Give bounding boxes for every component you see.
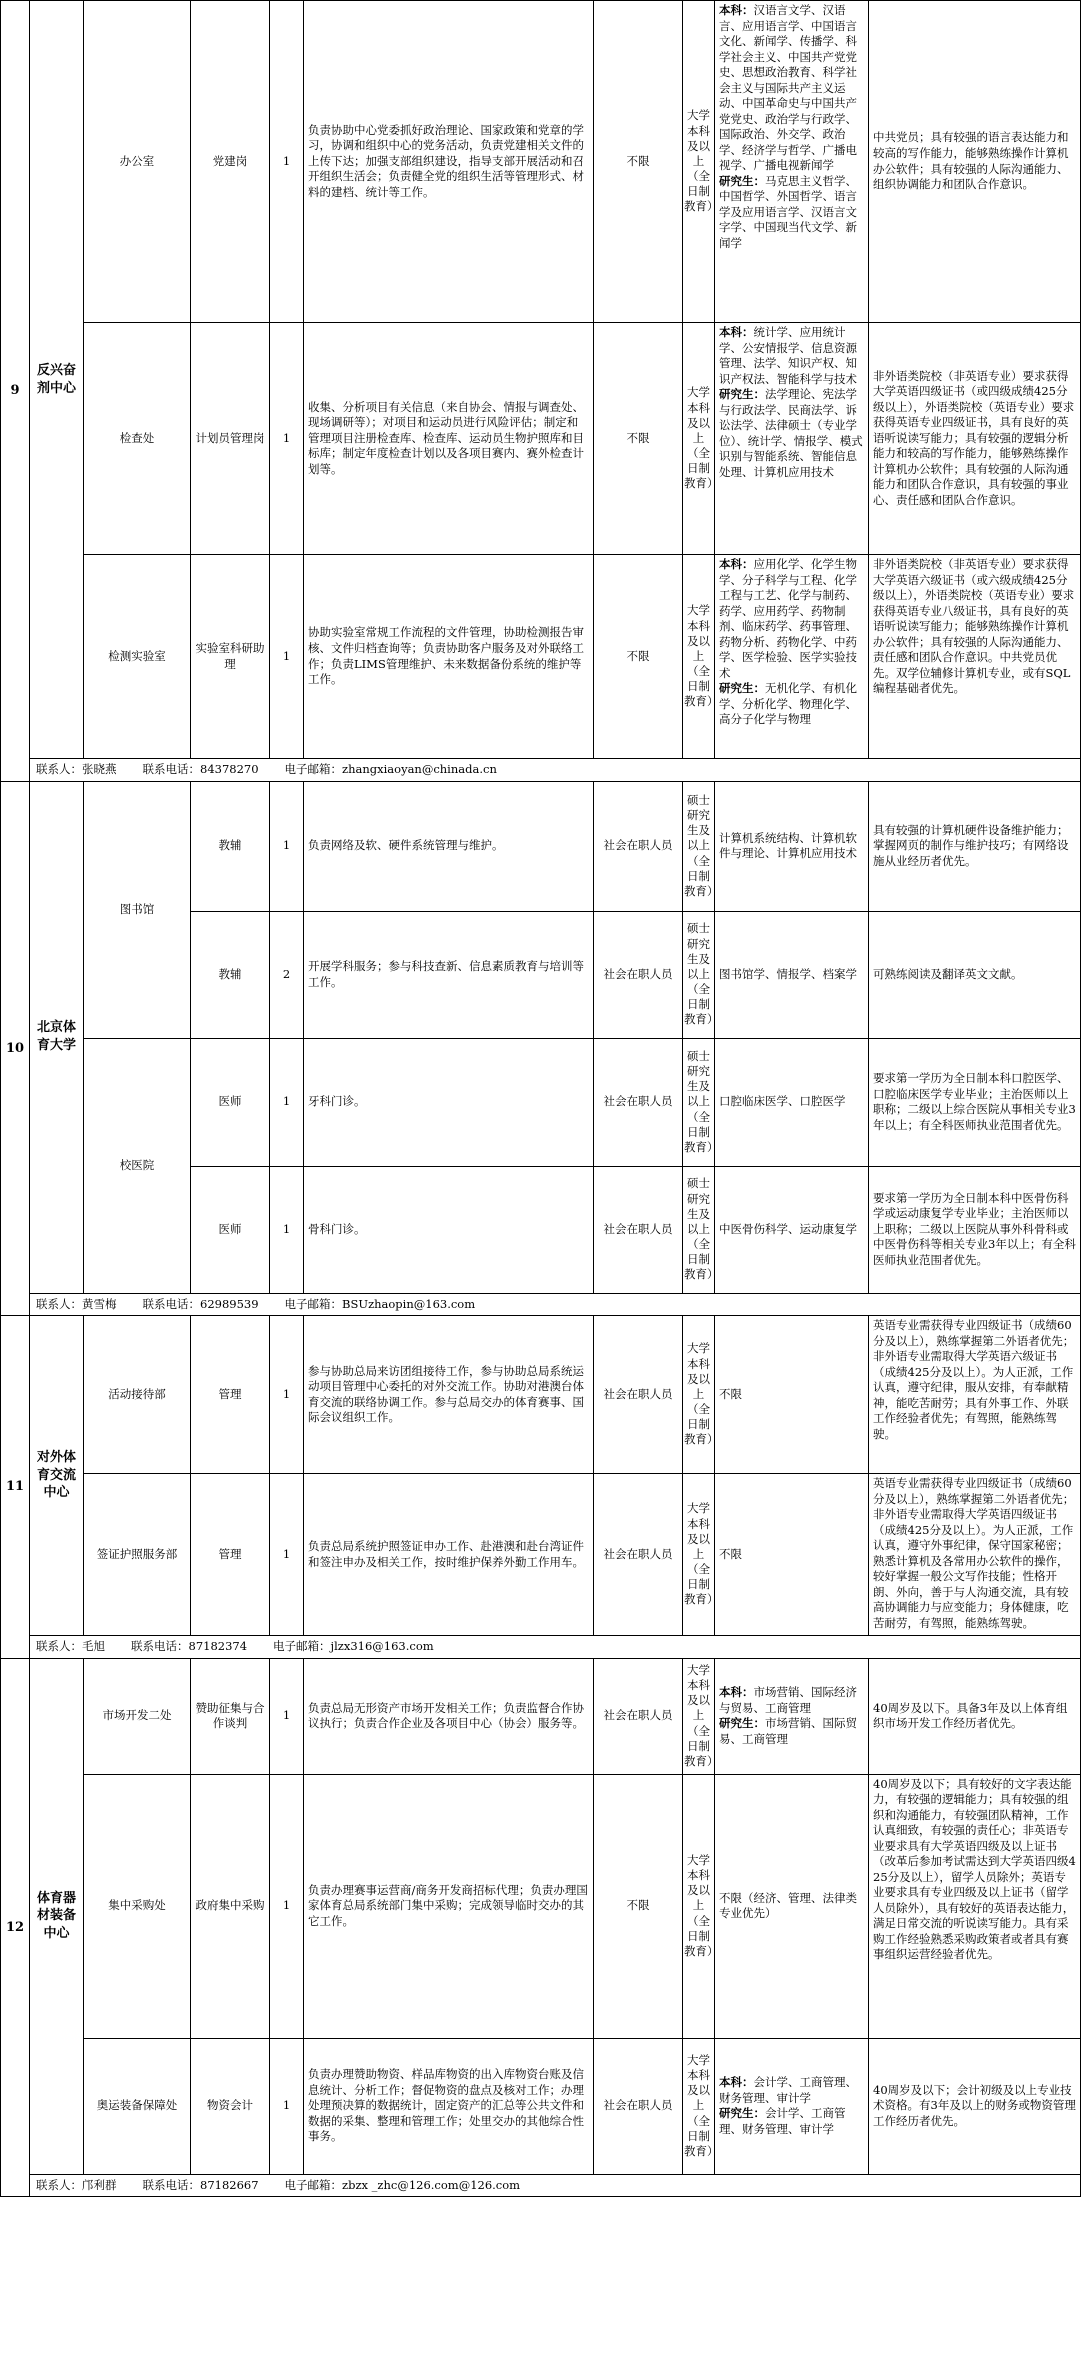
requirements: 非外语类院校（非英语专业）要求获得大学英语六级证书（或六级成绩425分级以上），外语类院校（英语专业）要求获得英语专业八级证书，具有良好的英语听说读写能力；能够熟练操作计算机办公软件；具有较强的人际沟通能力、责任感和团队合作意识。中共党员优先。双学位辅修计算机专业，或有SQL编程基础者优先。 [873,557,1075,696]
major-bachelor-label: 本科： [719,2075,754,2090]
job-duty: 参与协助总局来访团组接待工作，参与协助总局系统运动项目管理中心委托的对外交流工作。协助对港澳台体育交流的联络协调工作。参与总局交办的体育赛事、国际会议组织工作。 [304,1316,594,1474]
contact-phone: 联系电话：62989539 [142,1296,259,1311]
contact-info [30,759,1081,782]
post-name: 管理 [191,1316,270,1474]
contact-email: 电子邮箱：zbzx _zhc@126.com@126.com [284,2177,521,2192]
major-cell [715,1,869,323]
contact-phone: 联系电话：87182667 [142,2177,259,2192]
major: 不限（经济、管理、法律类专业优先） [715,1774,869,2038]
post-name: 医师 [191,1038,270,1166]
post-name: 教辅 [191,781,270,911]
job-duty: 负责办理赞助物资、样品库物资的出入库物资台账及信息统计、分析工作；督促物资的盘点及核对工作；办理处理预决算的数据统计，固定资产的汇总等公共文件和数据的采集、整理和管理工作；处里交办的其他综合性事务。 [304,2038,594,2174]
table-row [1,781,1081,911]
education: 大学本科及以上（全日制教育） [683,555,715,759]
unit-name: 对外体育交流中心 [30,1316,84,1636]
requirements: 要求第一学历为全日制本科中医骨伤科学或运动康复学专业毕业；主治医师以上职称；二级以上医院从事外科骨科或中医骨伤科等相关专业3年以上；有全科医师执业范围者优先。 [869,1166,1081,1293]
department: 检测实验室 [84,555,191,759]
target-group: 社会在职人员 [594,1316,683,1474]
major-graduate-label: 研究生： [719,173,765,188]
post-name: 实验室科研助理 [191,555,270,759]
target-group: 不限 [594,1774,683,2038]
major-graduate-label: 研究生： [719,387,765,402]
table-row [1,1658,1081,1774]
major-bachelor: 会计学、工商管理、财务管理、审计学 [719,2075,857,2105]
contact-person: 联系人：毛旭 [36,1639,105,1654]
requirements: 40周岁及以下。具备3年及以上体育组织市场开发工作经历者优先。 [869,1658,1081,1774]
education: 大学本科及以上（全日制教育） [683,1316,715,1474]
major-bachelor: 市场营销、国际经济与贸易、工商管理 [719,1685,857,1715]
target-group: 不限 [594,323,683,555]
contact-phone: 联系电话：87182374 [131,1639,248,1654]
contact-email: 电子邮箱：jlzx316@163.com [273,1639,434,1654]
major-cell [715,2038,869,2174]
requirements: 英语专业需获得专业四级证书（成绩60分及以上），熟练掌握第二外语者优先；非外语专业需取得大学英语四级证书（成绩425分及以上）。为人正派，工作认真，遵守外事纪律，保守国家秘密；熟悉计算机及各常用办公软件的操作，较好掌握一般公文写作技能；性格开朗、外向，善于与人沟通交流，具有较高协调能力与应变能力；身体健康，吃苦耐劳，有驾照，能熟练驾驶。 [873,1476,1075,1630]
major-graduate-label: 研究生： [719,1716,765,1731]
headcount: 1 [270,323,304,555]
contact-email: 电子邮箱：BSUzhaopin@163.com [284,1296,476,1311]
major: 口腔临床医学、口腔医学 [715,1038,869,1166]
requirements: 英语专业需获得专业四级证书（成绩60分及以上），熟练掌握第二外语者优先；非外语专业需取得大学英语六级证书（成绩425分及以上）。为人正派，工作认真，遵守纪律，服从安排，有奉献精神，能吃苦耐劳；具有外事工作、外联工作经验者优先；有驾照，能熟练驾驶。 [873,1318,1075,1441]
requirements: 要求第一学历为全日制本科口腔医学、口腔临床医学专业毕业；主治医师以上职称；二级以上综合医院从事相关专业3年以上；有全科医师执业范围者优先。 [869,1038,1081,1166]
target-group: 社会在职人员 [594,1658,683,1774]
headcount: 1 [270,555,304,759]
department: 办公室 [84,1,191,323]
major-cell [715,1658,869,1774]
target-group: 社会在职人员 [594,2038,683,2174]
post-name: 物资会计 [191,2038,270,2174]
major-bachelor-label: 本科： [719,325,754,339]
department: 活动接待部 [84,1316,191,1474]
department: 图书馆 [84,781,191,1038]
unit-name: 北京体育大学 [30,781,84,1293]
major: 不限 [715,1474,869,1636]
contact-info [30,2174,1081,2197]
contact-row [1,1293,1081,1316]
serial-number: 12 [1,1658,30,2197]
job-duty: 开展学科服务；参与科技查新、信息素质教育与培训等工作。 [304,911,594,1038]
major-bachelor-label: 本科： [719,3,754,17]
education: 硕士研究生及以上（全日制教育） [683,1038,715,1166]
headcount: 1 [270,1166,304,1293]
department: 签证护照服务部 [84,1474,191,1636]
job-duty: 负责总局无形资产市场开发相关工作；负责监督合作协议执行；负责合作企业及各项目中心（协会）服务等。 [304,1658,594,1774]
table-row [1,1,1081,323]
department: 校医院 [84,1038,191,1293]
major-bachelor: 统计学、应用统计学、公安情报学、信息资源管理、法学、知识产权、知识产权法、智能科学与技术 [719,325,857,386]
requirements: 可熟练阅读及翻译英文文献。 [869,911,1081,1038]
major-graduate: 无机化学、有机化学、分析化学、物理化学、高分子化学与物理 [719,681,857,727]
major-bachelor-label: 本科： [719,1685,754,1700]
serial-number: 11 [1,1316,30,1659]
target-group: 不限 [594,555,683,759]
job-duty: 收集、分析项目有关信息（来自协会、情报与调查处、现场调研等）；对项目和运动员进行风险评估；制定和管理项目注册检查库、检查库、运动员生物护照库和目标库；制定年度检查计划以及各项目赛内、赛外检查计划等。 [304,323,594,555]
headcount: 1 [270,1658,304,1774]
major-graduate: 法学理论、宪法学与行政法学、民商法学、诉讼法学、法律硕士（专业学位）、统计学、情报学、模式识别与智能系统、智能信息处理、计算机应用技术 [719,387,863,479]
post-name: 医师 [191,1166,270,1293]
table-row [1,323,1081,555]
headcount: 1 [270,1,304,323]
requirements: 中共党员；具有较强的语言表达能力和较高的写作能力，能够熟练操作计算机办公软件；具有较强的人际沟通能力、组织协调能力和团队合作意识。 [869,1,1081,323]
major-graduate: 会计学、工商管理、财务管理、审计学 [719,2106,846,2136]
serial-number: 9 [1,1,30,782]
education: 硕士研究生及以上（全日制教育） [683,1166,715,1293]
education: 硕士研究生及以上（全日制教育） [683,781,715,911]
contact-info [30,1636,1081,1659]
major-cell [715,555,869,759]
table-row [1,555,1081,759]
requirements: 非外语类院校（非英语专业）要求获得大学英语四级证书（或四级成绩425分级以上），外语类院校（英语专业）要求获得英语专业四级证书，具有良好的英语听说读写能力；具有较强的逻辑分析能力和较高的写作能力，能够熟练操作计算机办公软件；具有较强的人际沟通能力和团队合作意识，具有较强的事业心、责任感和团队合作意识。 [869,323,1081,555]
major-bachelor-label: 本科： [719,557,754,571]
major-graduate-label: 研究生： [719,681,765,696]
education: 大学本科及以上（全日制教育） [683,1,715,323]
post-name: 计划员管理岗 [191,323,270,555]
major: 中医骨伤科学、运动康复学 [715,1166,869,1293]
major-cell [715,323,869,555]
target-group: 社会在职人员 [594,781,683,911]
contact-person: 联系人：黄雪梅 [36,1296,117,1311]
target-group: 社会在职人员 [594,911,683,1038]
major: 不限 [715,1316,869,1474]
department: 集中采购处 [84,1774,191,2038]
headcount: 1 [270,781,304,911]
contact-person: 联系人：张晓燕 [36,762,117,776]
job-duty: 骨科门诊。 [304,1166,594,1293]
unit-name: 反兴奋剂中心 [30,1,84,759]
headcount: 1 [270,1038,304,1166]
unit-name: 体育器材装备中心 [30,1658,84,2174]
headcount: 2 [270,911,304,1038]
major-bachelor: 应用化学、化学生物学、分子科学与工程、化学工程与工艺、化学与制药、药学、应用药学、药物制剂、临床药学、药事管理、药物分析、药物化学、中药学、医学检验、医学实验技术 [719,557,857,680]
post-name: 赞助征集与合作谈判 [191,1658,270,1774]
headcount: 1 [270,1316,304,1474]
contact-info [30,1293,1081,1316]
post-name: 教辅 [191,911,270,1038]
target-group: 社会在职人员 [594,1166,683,1293]
major-bachelor: 汉语言文学、汉语言、应用语言学、中国语言文化、新闻学、传播学、科学社会主义、中国共产党党史、思想政治教育、科学社会主义与国际共产主义运动、中国革命史与中国共产党党史、政治学与行政学、国际政治、外交学、政治学、经济学与哲学、广播电视学、广播电视新闻学 [719,3,857,173]
requirements-cell [869,1774,1081,2038]
requirements-cell [869,555,1081,759]
department: 市场开发二处 [84,1658,191,1774]
major: 计算机系统结构、计算机软件与理论、计算机应用技术 [715,781,869,911]
contact-row [1,1636,1081,1659]
education: 大学本科及以上（全日制教育） [683,1658,715,1774]
education: 硕士研究生及以上（全日制教育） [683,911,715,1038]
job-duty: 负责协助中心党委抓好政治理论、国家政策和党章的学习，协调和组织中心的党务活动，负责党建相关文件的上传下达；加强支部组织建设，指导支部开展活动和召开组织生活会；负责健全党的组织生活等管理形式、材料的建档、统计等工作。 [304,1,594,323]
contact-row [1,2174,1081,2197]
job-duty: 负责办理赛事运营商/商务开发商招标代理；负责办理国家体育总局系统部门集中采购；完成领导临时交办的其它工作。 [304,1774,594,2038]
headcount: 1 [270,1774,304,2038]
table-row [1,1774,1081,2038]
major-graduate-label: 研究生： [719,2106,765,2121]
department: 奥运装备保障处 [84,2038,191,2174]
table-row [1,1316,1081,1474]
table-row [1,1038,1081,1166]
job-duty: 负责网络及软、硬件系统管理与维护。 [304,781,594,911]
headcount: 1 [270,1474,304,1636]
requirements: 40周岁及以下；会计初级及以上专业技术资格。有3年及以上的财务或物资管理工作经历者优先。 [869,2038,1081,2174]
major-graduate: 马克思主义哲学、中国哲学、外国哲学、语言学及应用语言学、汉语言文字学、中国现当代文学、新闻学 [719,173,857,250]
major: 图书馆学、情报学、档案学 [715,911,869,1038]
job-duty: 协助实验室常规工作流程的文件管理，协助检测报告审核、文件归档查询等；负责协助客户服务及对外联络工作；负责LIMS管理维护、未来数据备份系统的维护等工作。 [304,555,594,759]
contact-phone: 联系电话：84378270 [142,762,259,776]
major-graduate: 市场营销、国际贸易、工商管理 [719,1716,857,1746]
post-name: 政府集中采购 [191,1774,270,2038]
education: 大学本科及以上（全日制教育） [683,1774,715,2038]
target-group: 不限 [594,1,683,323]
education: 大学本科及以上（全日制教育） [683,323,715,555]
education: 大学本科及以上（全日制教育） [683,2038,715,2174]
contact-email: 电子邮箱：zhangxiaoyan@chinada.cn [284,762,497,776]
table-row [1,1474,1081,1636]
target-group: 社会在职人员 [594,1474,683,1636]
education: 大学本科及以上（全日制教育） [683,1474,715,1636]
department: 检查处 [84,323,191,555]
table-row [1,2038,1081,2174]
requirements-cell [869,1316,1081,1474]
post-name: 管理 [191,1474,270,1636]
post-name: 党建岗 [191,1,270,323]
target-group: 社会在职人员 [594,1038,683,1166]
requirements-cell [869,1474,1081,1636]
headcount: 1 [270,2038,304,2174]
serial-number: 10 [1,781,30,1316]
job-duty: 负责总局系统护照签证申办工作、赴港澳和赴台湾证件和签注申办及相关工作，按时维护保养外勤工作用车。 [304,1474,594,1636]
requirements: 40周岁及以下；具有较好的文字表达能力，有较强的逻辑能力；具有较强的组织和沟通能力，有较强团队精神，工作认真细致，有较强的责任心；非英语专业要求具有大学英语四级及以上证书（改革后参加考试需达到大学英语四级425分及以上），留学人员除外；英语专业要求具有专业四级及以上证书（留学人员除外），具有较好的英语表达能力，满足日常交流的听说读写能力。具有采购工作经验熟悉采购政策者或者具有赛事组织运营经验者优先。 [873,1776,1076,1962]
contact-row [1,759,1081,782]
requirements: 具有较强的计算机硬件设备维护能力；掌握网页的制作与维护技巧；有网络设施从业经历者优先。 [869,781,1081,911]
contact-person: 联系人：邝利群 [36,2177,117,2192]
job-duty: 牙科门诊。 [304,1038,594,1166]
